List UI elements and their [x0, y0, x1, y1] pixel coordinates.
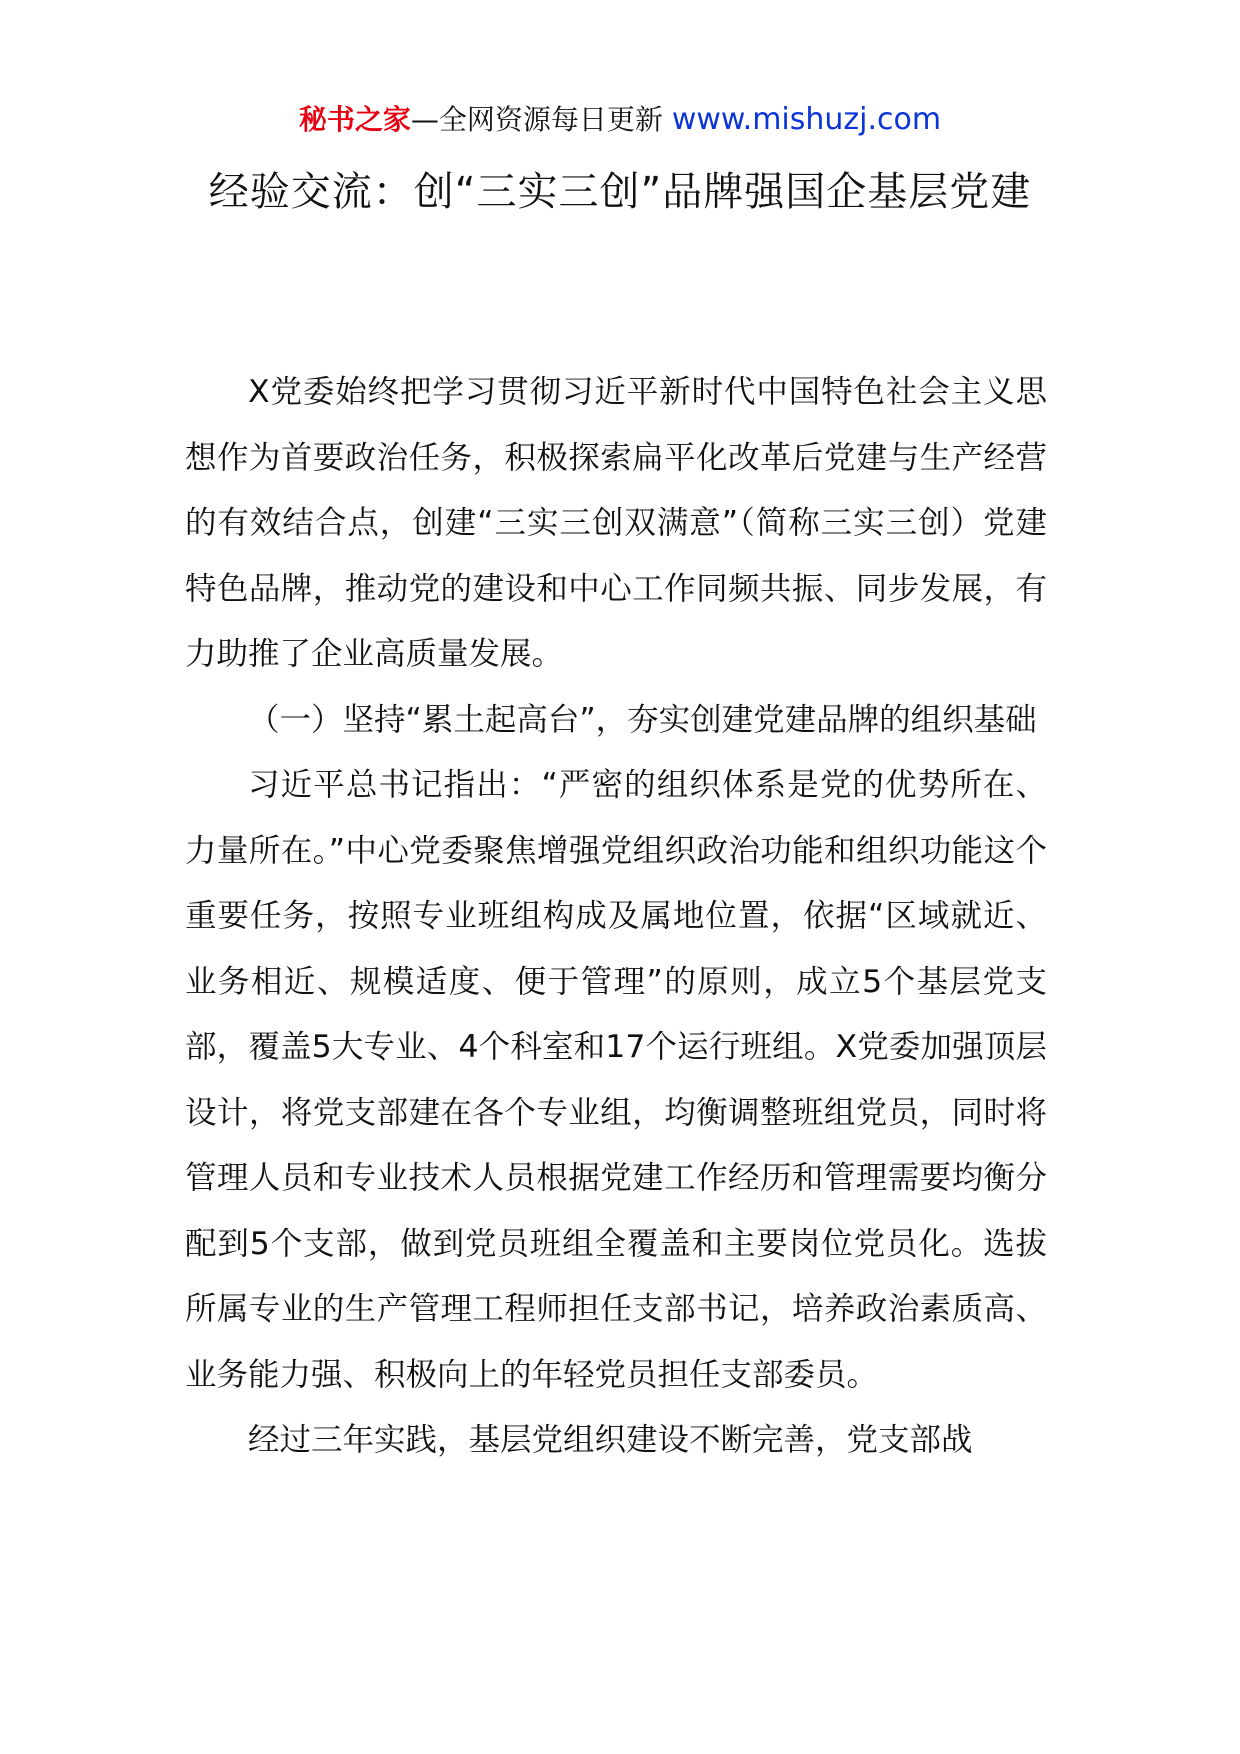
paragraph-intro: X党委始终把学习贯彻习近平新时代中国特色社会主义思想作为首要政治任务，积极探索扁平化改革后党建与生产经营的有效结合点，创建“三实三创双满意”（简称三实三创）党建特色品牌，推动党的建设和中心工作同频共振、同步发展，有力助推了企业高质量发展。	[185, 374, 1047, 672]
site-tagline: —全网资源每日更新	[410, 103, 672, 136]
section-heading-1: （一）坚持“累土起高台”，夯实创建党建品牌的组织基础	[248, 701, 1037, 738]
paragraph-continuation: 经过三年实践，基层党组织建设不断完善，党支部战	[248, 1422, 973, 1458]
paragraph-section-1: 习近平总书记指出：“严密的组织体系是党的优势所在、力量所在。”中心党委聚焦增强党组织政治功能和组织功能这个重要任务，按照专业班组构成及属地位置，依据“区域就近、业务相近、规模适度、便于管理”的原则，成立5个基层党支部，覆盖5大专业、4个科室和17个运行班组。X党委加强顶层设计，将党支部建在各个专业组，均衡调整班组党员，同时将管理人员和专业技术人员根据党建工作经历和管理需要均衡分配到5个支部，做到党员班组全覆盖和主要岗位党员化。选拔所属专业的生产管理工程师担任支部书记，培养政治素质高、业务能力强、积极向上的年轻党员担任支部委员。	[185, 767, 1047, 1393]
site-url-link[interactable]: www.mishuzj.com	[671, 102, 942, 137]
document-body	[185, 360, 1047, 1474]
document-title: 经验交流：创“三实三创”品牌强国企基层党建	[208, 169, 1032, 215]
site-header	[0, 100, 1240, 140]
site-brand[interactable]: 秘书之家	[298, 103, 411, 136]
